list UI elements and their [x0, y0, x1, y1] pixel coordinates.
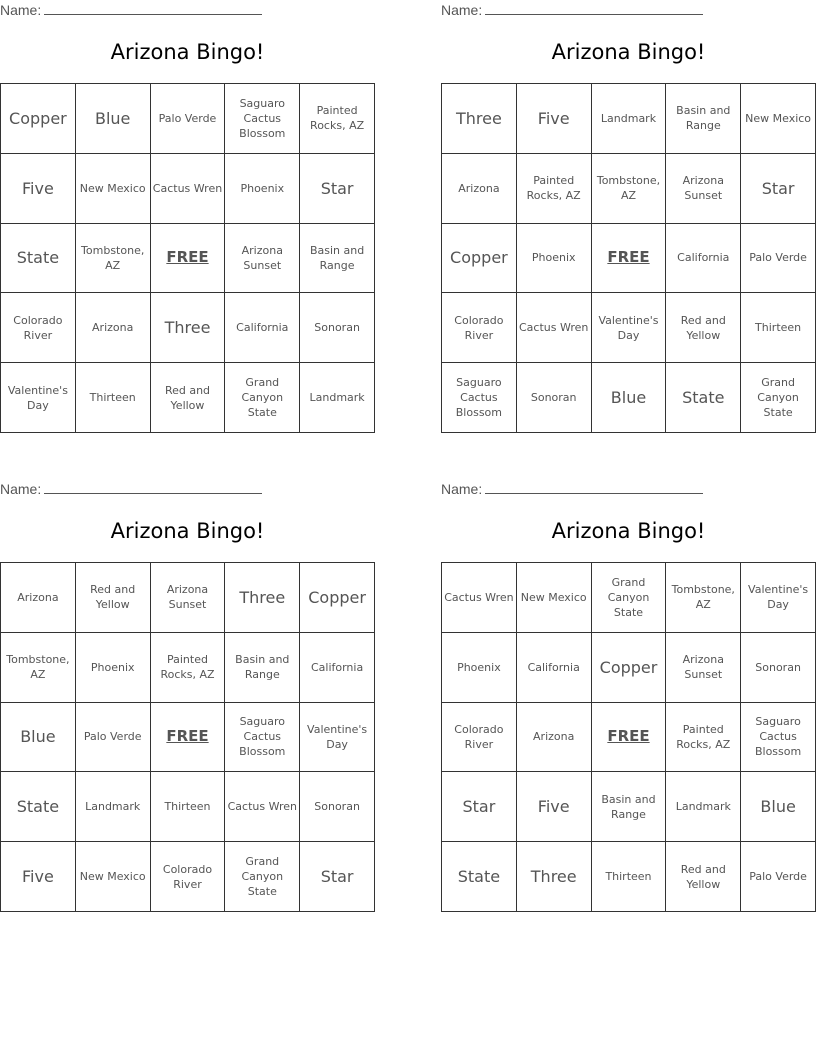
- bingo-cell: Palo Verde: [76, 703, 151, 773]
- name-field: [0, 481, 262, 497]
- bingo-cell: Saguaro Cactus Blossom: [442, 363, 517, 433]
- bingo-cell: Painted Rocks, AZ: [666, 703, 741, 773]
- bingo-grid: [441, 562, 816, 912]
- bingo-cell: Red and Yellow: [151, 363, 226, 433]
- name-field: [441, 481, 703, 497]
- name-blank-line[interactable]: [485, 2, 703, 15]
- bingo-cell: Thirteen: [592, 842, 667, 912]
- bingo-cell: Grand Canyon State: [225, 842, 300, 912]
- bingo-cell: State: [1, 224, 76, 294]
- bingo-cell: Arizona: [517, 703, 592, 773]
- bingo-cell: Blue: [76, 84, 151, 154]
- card-title: Arizona Bingo!: [110, 40, 265, 64]
- bingo-cell: Blue: [592, 363, 667, 433]
- bingo-cell: California: [666, 224, 741, 294]
- bingo-cell: Copper: [300, 563, 375, 633]
- bingo-grid: [0, 83, 375, 433]
- bingo-cell: Painted Rocks, AZ: [151, 633, 226, 703]
- bingo-cell: Red and Yellow: [76, 563, 151, 633]
- bingo-cell: Valentine's Day: [592, 293, 667, 363]
- name-field: [0, 2, 262, 18]
- bingo-grid: [441, 83, 816, 433]
- bingo-cell: Red and Yellow: [666, 293, 741, 363]
- bingo-cell: Cactus Wren: [517, 293, 592, 363]
- bingo-cell: Basin and Range: [300, 224, 375, 294]
- bingo-cell: Arizona Sunset: [666, 154, 741, 224]
- name-label: Name:: [0, 481, 42, 497]
- bingo-cell: New Mexico: [76, 154, 151, 224]
- bingo-cell: Basin and Range: [666, 84, 741, 154]
- bingo-cell: Five: [1, 154, 76, 224]
- bingo-cell: Basin and Range: [225, 633, 300, 703]
- bingo-cell: Cactus Wren: [151, 154, 226, 224]
- bingo-grid: [0, 562, 375, 912]
- bingo-cell: Arizona Sunset: [666, 633, 741, 703]
- bingo-cell: New Mexico: [76, 842, 151, 912]
- bingo-cell: Sonoran: [300, 772, 375, 842]
- bingo-cell: Cactus Wren: [225, 772, 300, 842]
- bingo-cell: Star: [741, 154, 816, 224]
- bingo-cell: Valentine's Day: [741, 563, 816, 633]
- bingo-cell: Cactus Wren: [442, 563, 517, 633]
- bingo-cell: Arizona: [1, 563, 76, 633]
- bingo-cell: Palo Verde: [741, 224, 816, 294]
- bingo-cell: Tombstone, AZ: [1, 633, 76, 703]
- card-title: Arizona Bingo!: [551, 519, 706, 543]
- bingo-cell: Sonoran: [741, 633, 816, 703]
- bingo-cell: Phoenix: [442, 633, 517, 703]
- bingo-cell: Grand Canyon State: [592, 563, 667, 633]
- bingo-cell: Saguaro Cactus Blossom: [741, 703, 816, 773]
- bingo-cell: Blue: [1, 703, 76, 773]
- name-blank-line[interactable]: [485, 481, 703, 494]
- bingo-cell: Three: [151, 293, 226, 363]
- bingo-cell: Sonoran: [300, 293, 375, 363]
- bingo-cell: Copper: [592, 633, 667, 703]
- bingo-cell: Arizona: [442, 154, 517, 224]
- bingo-cell: Colorado River: [442, 703, 517, 773]
- bingo-cell: Valentine's Day: [300, 703, 375, 773]
- bingo-cell: State: [1, 772, 76, 842]
- bingo-cell: New Mexico: [517, 563, 592, 633]
- bingo-cell: Star: [300, 842, 375, 912]
- name-blank-line[interactable]: [44, 2, 262, 15]
- bingo-cell: Painted Rocks, AZ: [517, 154, 592, 224]
- bingo-cell: California: [300, 633, 375, 703]
- bingo-cell: Arizona: [76, 293, 151, 363]
- bingo-cell: Phoenix: [76, 633, 151, 703]
- bingo-cell: Thirteen: [151, 772, 226, 842]
- bingo-cell: Arizona Sunset: [225, 224, 300, 294]
- bingo-cell: Landmark: [666, 772, 741, 842]
- bingo-cell: Painted Rocks, AZ: [300, 84, 375, 154]
- bingo-cell: Landmark: [592, 84, 667, 154]
- bingo-cell: Grand Canyon State: [225, 363, 300, 433]
- bingo-cell: Tombstone, AZ: [666, 563, 741, 633]
- bingo-cell: Thirteen: [741, 293, 816, 363]
- bingo-cell: Five: [517, 84, 592, 154]
- bingo-cell: New Mexico: [741, 84, 816, 154]
- bingo-cell: Three: [225, 563, 300, 633]
- bingo-cell: Star: [300, 154, 375, 224]
- bingo-cell: Saguaro Cactus Blossom: [225, 84, 300, 154]
- bingo-cell: Palo Verde: [151, 84, 226, 154]
- bingo-cell: Colorado River: [151, 842, 226, 912]
- bingo-cell: Landmark: [300, 363, 375, 433]
- name-label: Name:: [0, 2, 42, 18]
- bingo-cell: Blue: [741, 772, 816, 842]
- free-space-cell: FREE: [151, 224, 226, 294]
- name-blank-line[interactable]: [44, 481, 262, 494]
- card-title: Arizona Bingo!: [551, 40, 706, 64]
- bingo-cell: Landmark: [76, 772, 151, 842]
- bingo-cell: Phoenix: [517, 224, 592, 294]
- free-space-cell: FREE: [151, 703, 226, 773]
- name-label: Name:: [441, 481, 483, 497]
- bingo-cell: Colorado River: [1, 293, 76, 363]
- bingo-cell: Five: [517, 772, 592, 842]
- bingo-cell: Valentine's Day: [1, 363, 76, 433]
- bingo-cell: Five: [1, 842, 76, 912]
- bingo-cell: Phoenix: [225, 154, 300, 224]
- bingo-cell: Palo Verde: [741, 842, 816, 912]
- bingo-cell: Basin and Range: [592, 772, 667, 842]
- bingo-cell: Star: [442, 772, 517, 842]
- bingo-cell: Three: [442, 84, 517, 154]
- bingo-cell: Copper: [442, 224, 517, 294]
- card-title: Arizona Bingo!: [110, 519, 265, 543]
- bingo-cell: Saguaro Cactus Blossom: [225, 703, 300, 773]
- bingo-cell: Three: [517, 842, 592, 912]
- bingo-cell: California: [225, 293, 300, 363]
- bingo-cell: Copper: [1, 84, 76, 154]
- free-space-cell: FREE: [592, 703, 667, 773]
- name-field: [441, 2, 703, 18]
- bingo-cell: Colorado River: [442, 293, 517, 363]
- bingo-cell: Tombstone, AZ: [592, 154, 667, 224]
- name-label: Name:: [441, 2, 483, 18]
- bingo-cell: State: [442, 842, 517, 912]
- bingo-cell: Thirteen: [76, 363, 151, 433]
- bingo-cell: Grand Canyon State: [741, 363, 816, 433]
- bingo-cell: Tombstone, AZ: [76, 224, 151, 294]
- bingo-cell: Sonoran: [517, 363, 592, 433]
- bingo-cell: Arizona Sunset: [151, 563, 226, 633]
- bingo-cell: State: [666, 363, 741, 433]
- bingo-cell: California: [517, 633, 592, 703]
- free-space-cell: FREE: [592, 224, 667, 294]
- bingo-cell: Red and Yellow: [666, 842, 741, 912]
